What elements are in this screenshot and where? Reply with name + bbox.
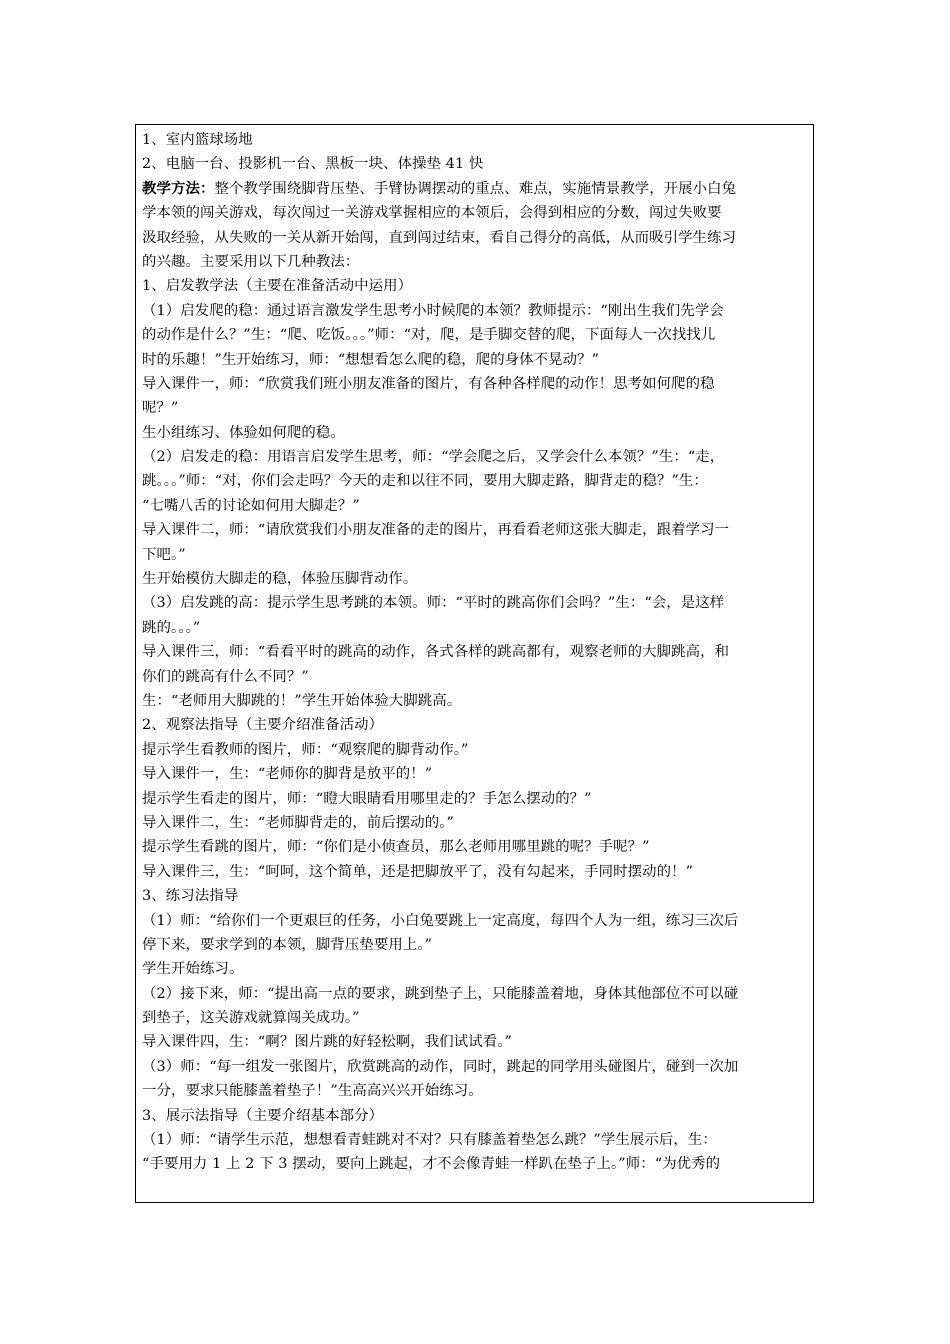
text-line (142, 1152, 807, 1176)
line-text: 2、观察法指导（主要介绍准备活动） (142, 717, 384, 734)
text-line (142, 982, 807, 1006)
text-line (142, 1055, 807, 1079)
text-line (142, 177, 807, 201)
line-text: 呢？” (142, 400, 179, 417)
text-line (142, 835, 807, 859)
text-line (142, 591, 807, 615)
text-line (142, 226, 807, 250)
line-text: 时的乐趣！”生开始练习，师：“想想看怎么爬的稳，爬的身体不晃动？” (142, 351, 600, 368)
text-line (142, 957, 807, 981)
line-text: 跳。。。”师：“对，你们会走吗？今天的走和以往不同，要用大脚走路，脚背走的稳？”生： (142, 473, 708, 490)
line-text: 学生开始练习。 (142, 961, 244, 978)
text-line (142, 274, 807, 298)
text-line (142, 152, 807, 176)
text-line (142, 1030, 807, 1054)
section-label: 教学方法： (142, 179, 215, 197)
text-line (142, 1079, 807, 1103)
text-line (142, 128, 807, 152)
text-line (142, 1006, 807, 1030)
line-text: 生开始模仿大脚走的稳，体验压脚背动作。 (142, 571, 418, 588)
lesson-plan-box (135, 124, 814, 1203)
line-text: （1）师：“请学生示范，想想看青蛙跳对不对？只有膝盖着垫怎么跳？”学生展示后，生： (142, 1132, 717, 1149)
text-line (142, 616, 807, 640)
text-line (142, 250, 807, 274)
line-text: 导入课件三，师：“看看平时的跳高的动作，各式各样的跳高都有，观察老师的大脚跳高，和 (142, 644, 730, 661)
text-line (142, 640, 807, 664)
text-line (142, 713, 807, 737)
line-text: 汲取经验，从失败的一关从新开始闯，直到闯过结束，看自己得分的高低，从而吸引学生练习 (142, 229, 737, 246)
text-line (142, 933, 807, 957)
text-line (142, 518, 807, 542)
text-line (142, 396, 807, 420)
text-line (142, 421, 807, 445)
line-text: （2）接下来，师：“提出高一点的要求，跳到垫子上，只能膝盖着地，身体其他部位不可以碰 (142, 985, 739, 1002)
text-line (142, 201, 807, 225)
text-line (142, 372, 807, 396)
line-text: 整个教学围绕脚背压垫、手臂协调摆动的重点、难点，实施情景教学，开展小白兔 (214, 180, 737, 197)
text-line (142, 884, 807, 908)
line-text: 导入课件一，师：“欣赏我们班小朋友准备的图片，有各种各样爬的动作！思考如何爬的稳 (142, 375, 715, 392)
text-line (142, 299, 807, 323)
line-text: 导入课件三，生：“呵呵，这个简单，还是把脚放平了，没有勾起来，手同时摆动的！” (142, 863, 694, 880)
line-text: 停下来，要求学到的本领，脚背压垫要用上。” (142, 936, 433, 953)
line-text: 提示学生看跳的图片，师：“你们是小侦查员，那么老师用哪里跳的呢？手呢？” (142, 839, 650, 856)
line-text: 导入课件一，生：“老师你的脚背是放平的！” (142, 766, 433, 783)
line-text: 学本领的闯关游戏，每次闯过一关游戏掌握相应的本领后，会得到相应的分数，闯过失败要 (142, 205, 722, 222)
text-line (142, 469, 807, 493)
text-line (142, 909, 807, 933)
line-text: （2）启发走的稳：用语言启发学生思考，师：“学会爬之后，又学会什么本领？”生：“走， (142, 449, 725, 466)
line-text: 一分，要求只能膝盖着垫子！”生高高兴兴开始练习。 (142, 1083, 483, 1100)
text-body (142, 128, 807, 1177)
line-text: “七嘴八舌的讨论如何用大脚走？” (142, 497, 360, 514)
text-line (142, 738, 807, 762)
line-text: 生小组练习、体验如何爬的稳。 (142, 424, 345, 441)
line-text: 导入课件二，师：“请欣赏我们小朋友准备的走的图片，再看看老师这张大脚走，跟着学习一 (142, 522, 730, 539)
text-line (142, 811, 807, 835)
line-text: 提示学生看走的图片，师：“瞪大眼睛看用哪里走的？手怎么摆动的？” (142, 790, 592, 807)
text-line (142, 323, 807, 347)
line-text: （3）师：“每一组发一张图片，欣赏跳高的动作，同时，跳起的同学用头碰图片，碰到一次加 (142, 1058, 739, 1075)
text-line (142, 1104, 807, 1128)
line-text: 跳的。。。” (142, 619, 201, 636)
line-text: 3、练习法指导 (142, 888, 239, 905)
line-text: 2、电脑一台、投影机一台、黑板一块、体操垫 41 快 (142, 156, 484, 173)
line-text: 的兴趣。主要采用以下几种教法： (142, 253, 360, 270)
text-line (142, 1128, 807, 1152)
line-text: 3、展示法指导（主要介绍基本部分） (142, 1107, 384, 1124)
line-text: 导入课件四，生：“啊？图片跳的好轻松啊，我们试试看。” (142, 1034, 512, 1051)
text-line (142, 445, 807, 469)
text-line (142, 543, 807, 567)
text-line (142, 787, 807, 811)
line-text: 1、室内篮球场地 (142, 132, 253, 148)
line-text: （1）师：“给你们一个更艰巨的任务，小白兔要跳上一定高度，每四个人为一组，练习三次后 (142, 912, 739, 929)
line-text: 到垫子，这关游戏就算闯关成功。” (142, 1010, 360, 1027)
line-text: 提示学生看教师的图片，师：“观察爬的脚背动作。” (142, 741, 469, 758)
line-text: （3）启发跳的高：提示学生思考跳的本领。师：“平时的跳高你们会吗？”生：“会，是这样 (142, 595, 725, 612)
text-line (142, 860, 807, 884)
line-text: 1、启发教学法（主要在准备活动中运用） (142, 278, 413, 295)
text-line (142, 348, 807, 372)
line-text: 生：“老师用大脚跳的！”学生开始体验大脚跳高。 (142, 692, 462, 709)
line-text: “手要用力 1 上 2 下 3 摆动，要向上跳起，才不会像青蛙一样趴在垫子上。”师：“为优秀的 (142, 1156, 721, 1173)
line-text: （1）启发爬的稳：通过语言激发学生思考小时候爬的本领？教师提示：“刚出生我们先学会 (142, 302, 724, 319)
text-line (142, 494, 807, 518)
line-text: 导入课件二，生：“老师脚背走的，前后摆动的。” (142, 814, 455, 831)
text-line (142, 567, 807, 591)
line-text: 你们的跳高有什么不同？” (142, 668, 309, 685)
text-line (142, 665, 807, 689)
line-text: 的动作是什么？”生：“爬、吃饭。。。”师：“对，爬，是手脚交替的爬，下面每人一次找找儿 (142, 327, 716, 344)
text-line (142, 762, 807, 786)
line-text: 下吧。” (142, 546, 186, 563)
text-line (142, 689, 807, 713)
